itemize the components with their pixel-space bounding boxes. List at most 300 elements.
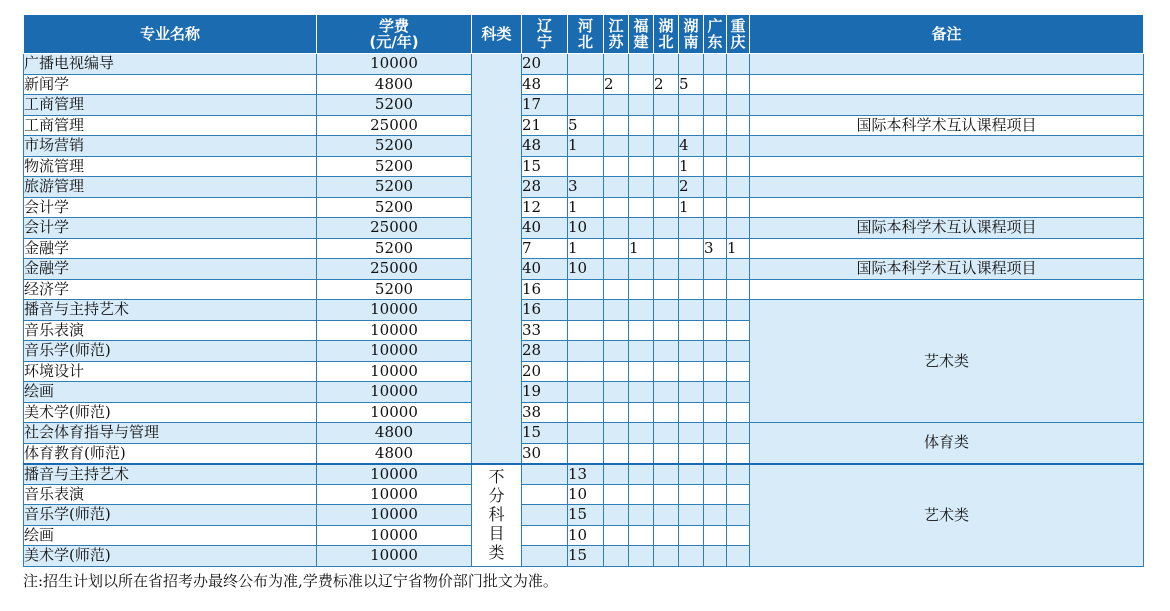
quota-cell — [727, 320, 750, 341]
quota-cell — [679, 259, 704, 280]
quota-cell — [727, 197, 750, 218]
table-row — [24, 156, 1144, 177]
table-row — [24, 259, 1144, 280]
quota-cell — [704, 525, 727, 546]
quota-cell — [654, 54, 679, 75]
quota-cell: 5 — [679, 74, 704, 95]
quota-cell — [679, 238, 704, 259]
quota-cell — [629, 74, 654, 95]
quota-cell — [654, 484, 679, 505]
quota-cell — [727, 279, 750, 300]
header-province: 湖 南 — [679, 15, 704, 54]
quota-cell: 1 — [727, 238, 750, 259]
quota-cell — [727, 136, 750, 157]
quota-cell: 16 — [522, 279, 568, 300]
quota-cell — [604, 259, 629, 280]
quota-cell: 17 — [522, 95, 568, 116]
quota-cell — [604, 300, 629, 321]
quota-cell — [604, 54, 629, 75]
quota-cell — [629, 197, 654, 218]
quota-cell — [704, 423, 727, 444]
tuition-cell: 10000 — [317, 54, 472, 75]
header-category: 科类 — [472, 15, 522, 54]
quota-cell — [568, 279, 604, 300]
table-row — [24, 197, 1144, 218]
quota-cell — [604, 218, 629, 239]
quota-cell — [629, 136, 654, 157]
quota-cell — [727, 546, 750, 567]
quota-cell: 2 — [679, 177, 704, 198]
quota-cell — [679, 464, 704, 485]
quota-cell — [568, 341, 604, 362]
quota-cell: 2 — [604, 74, 629, 95]
tuition-cell: 5200 — [317, 238, 472, 259]
quota-cell — [679, 115, 704, 136]
major-name-cell: 音乐学(师范) — [24, 341, 317, 362]
note-cell — [750, 136, 1144, 157]
quota-cell: 48 — [522, 136, 568, 157]
quota-cell — [522, 525, 568, 546]
quota-cell — [679, 402, 704, 423]
quota-cell — [604, 484, 629, 505]
quota-cell — [604, 464, 629, 485]
quota-cell — [604, 443, 629, 464]
table-row — [24, 279, 1144, 300]
enrollment-plan-sheet — [23, 14, 1143, 567]
note-cell — [750, 177, 1144, 198]
major-name-cell: 金融学 — [24, 259, 317, 280]
major-name-cell: 经济学 — [24, 279, 317, 300]
tuition-cell: 10000 — [317, 341, 472, 362]
quota-cell — [704, 361, 727, 382]
quota-cell — [654, 341, 679, 362]
header-province: 湖 北 — [654, 15, 679, 54]
quota-cell — [604, 177, 629, 198]
quota-cell — [604, 361, 629, 382]
header-province: 江 苏 — [604, 15, 629, 54]
table-row — [24, 300, 1144, 321]
tuition-cell: 10000 — [317, 525, 472, 546]
header-note: 备注 — [750, 15, 1144, 54]
quota-cell — [604, 402, 629, 423]
quota-cell — [654, 505, 679, 526]
quota-cell — [679, 320, 704, 341]
quota-cell — [727, 484, 750, 505]
quota-cell — [604, 546, 629, 567]
category-vertical-text: 不分科目类 — [488, 467, 505, 562]
quota-cell — [654, 402, 679, 423]
note-cell — [750, 238, 1144, 259]
major-name-cell: 市场营销 — [24, 136, 317, 157]
quota-cell — [629, 484, 654, 505]
quota-cell — [604, 95, 629, 116]
major-name-cell: 广播电视编导 — [24, 54, 317, 75]
major-name-cell: 绘画 — [24, 525, 317, 546]
quota-cell — [727, 505, 750, 526]
quota-cell — [727, 259, 750, 280]
quota-cell — [727, 361, 750, 382]
table-body — [24, 54, 1144, 567]
table-header — [24, 15, 1144, 54]
major-name-cell: 音乐表演 — [24, 484, 317, 505]
header-province: 广 东 — [704, 15, 727, 54]
quota-cell — [654, 95, 679, 116]
quota-cell — [704, 259, 727, 280]
quota-cell: 20 — [522, 361, 568, 382]
quota-cell: 3 — [704, 238, 727, 259]
quota-cell: 19 — [522, 382, 568, 403]
quota-cell — [654, 197, 679, 218]
header-province: 福 建 — [629, 15, 654, 54]
quota-cell — [679, 279, 704, 300]
major-name-cell: 音乐学(师范) — [24, 505, 317, 526]
quota-cell: 38 — [522, 402, 568, 423]
quota-cell — [704, 279, 727, 300]
quota-cell — [629, 402, 654, 423]
note-cell: 国际本科学术互认课程项目 — [750, 218, 1144, 239]
quota-cell: 4 — [679, 136, 704, 157]
quota-cell — [727, 54, 750, 75]
quota-cell: 1 — [568, 136, 604, 157]
quota-cell — [727, 443, 750, 464]
quota-cell — [704, 320, 727, 341]
quota-cell — [704, 177, 727, 198]
major-name-cell: 工商管理 — [24, 115, 317, 136]
quota-cell — [704, 115, 727, 136]
quota-cell — [629, 423, 654, 444]
major-name-cell: 金融学 — [24, 238, 317, 259]
quota-cell — [568, 54, 604, 75]
tuition-cell: 5200 — [317, 177, 472, 198]
quota-cell — [568, 300, 604, 321]
quota-cell — [629, 115, 654, 136]
quota-cell — [654, 546, 679, 567]
quota-cell — [704, 484, 727, 505]
quota-cell — [727, 177, 750, 198]
tuition-cell: 4800 — [317, 423, 472, 444]
quota-cell: 30 — [522, 443, 568, 464]
quota-cell — [654, 361, 679, 382]
quota-cell — [604, 197, 629, 218]
major-name-cell: 绘画 — [24, 382, 317, 403]
quota-cell: 21 — [522, 115, 568, 136]
quota-cell — [604, 136, 629, 157]
quota-cell: 10 — [568, 484, 604, 505]
quota-cell — [654, 423, 679, 444]
major-name-cell: 美术学(师范) — [24, 402, 317, 423]
quota-cell — [629, 279, 654, 300]
quota-cell — [679, 443, 704, 464]
quota-cell — [568, 402, 604, 423]
quota-cell — [654, 300, 679, 321]
quota-cell: 1 — [568, 197, 604, 218]
quota-cell — [604, 115, 629, 136]
table-row — [24, 95, 1144, 116]
major-name-cell: 会计学 — [24, 197, 317, 218]
quota-cell — [727, 464, 750, 485]
tuition-cell: 5200 — [317, 95, 472, 116]
quota-cell — [704, 54, 727, 75]
quota-cell: 10 — [568, 525, 604, 546]
major-name-cell: 物流管理 — [24, 156, 317, 177]
quota-cell — [679, 382, 704, 403]
tuition-cell: 10000 — [317, 484, 472, 505]
quota-cell: 16 — [522, 300, 568, 321]
quota-cell: 10 — [568, 259, 604, 280]
quota-cell: 1 — [629, 238, 654, 259]
quota-cell — [604, 279, 629, 300]
quota-cell — [704, 402, 727, 423]
quota-cell — [568, 423, 604, 444]
quota-cell — [704, 341, 727, 362]
major-name-cell: 新闻学 — [24, 74, 317, 95]
quota-cell — [679, 505, 704, 526]
quota-cell — [727, 402, 750, 423]
quota-cell: 2 — [654, 74, 679, 95]
tuition-cell: 10000 — [317, 402, 472, 423]
quota-cell — [679, 218, 704, 239]
quota-cell — [679, 484, 704, 505]
major-name-cell: 环境设计 — [24, 361, 317, 382]
quota-cell — [604, 341, 629, 362]
quota-cell — [568, 382, 604, 403]
quota-cell — [604, 320, 629, 341]
quota-cell — [604, 525, 629, 546]
category-cell — [472, 464, 522, 567]
quota-cell: 1 — [568, 238, 604, 259]
quota-cell — [604, 505, 629, 526]
quota-cell — [704, 443, 727, 464]
note-cell-art: 艺术类 — [750, 300, 1144, 423]
header-province: 河 北 — [568, 15, 604, 54]
note-cell — [750, 197, 1144, 218]
quota-cell — [629, 156, 654, 177]
quota-cell — [654, 464, 679, 485]
major-name-cell: 社会体育指导与管理 — [24, 423, 317, 444]
quota-cell — [704, 382, 727, 403]
quota-cell — [629, 443, 654, 464]
quota-cell — [568, 95, 604, 116]
major-name-cell: 播音与主持艺术 — [24, 464, 317, 485]
major-name-cell: 体育教育(师范) — [24, 443, 317, 464]
quota-cell — [629, 95, 654, 116]
quota-cell — [727, 341, 750, 362]
quota-cell — [654, 218, 679, 239]
quota-cell: 12 — [522, 197, 568, 218]
quota-cell — [704, 197, 727, 218]
tuition-cell: 5200 — [317, 197, 472, 218]
quota-cell: 15 — [522, 156, 568, 177]
quota-cell — [654, 115, 679, 136]
note-cell — [750, 54, 1144, 75]
quota-cell — [654, 238, 679, 259]
quota-cell — [629, 382, 654, 403]
quota-cell — [679, 95, 704, 116]
quota-cell: 1 — [679, 156, 704, 177]
quota-cell — [679, 525, 704, 546]
major-name-cell: 旅游管理 — [24, 177, 317, 198]
quota-cell — [629, 320, 654, 341]
quota-cell: 5 — [568, 115, 604, 136]
category-cell — [472, 54, 522, 464]
quota-cell: 7 — [522, 238, 568, 259]
tuition-cell: 5200 — [317, 136, 472, 157]
quota-cell — [629, 300, 654, 321]
quota-cell: 15 — [568, 546, 604, 567]
quota-cell: 40 — [522, 218, 568, 239]
note-cell: 国际本科学术互认课程项目 — [750, 259, 1144, 280]
quota-cell — [654, 279, 679, 300]
note-cell-sport: 体育类 — [750, 423, 1144, 464]
header-province: 重 庆 — [727, 15, 750, 54]
quota-cell — [654, 177, 679, 198]
header-province: 辽 宁 — [522, 15, 568, 54]
table-row — [24, 136, 1144, 157]
quota-cell — [629, 505, 654, 526]
quota-cell — [654, 156, 679, 177]
quota-cell — [704, 218, 727, 239]
major-name-cell: 工商管理 — [24, 95, 317, 116]
table-row — [24, 218, 1144, 239]
quota-cell — [679, 54, 704, 75]
quota-cell — [654, 443, 679, 464]
major-name-cell: 播音与主持艺术 — [24, 300, 317, 321]
quota-cell — [704, 74, 727, 95]
quota-cell: 28 — [522, 341, 568, 362]
quota-cell — [727, 218, 750, 239]
quota-cell: 15 — [522, 423, 568, 444]
note-cell — [750, 279, 1144, 300]
tuition-cell: 10000 — [317, 300, 472, 321]
table-row — [24, 423, 1144, 444]
quota-cell — [522, 484, 568, 505]
quota-cell — [629, 361, 654, 382]
major-name-cell: 美术学(师范) — [24, 546, 317, 567]
quota-cell: 13 — [568, 464, 604, 485]
quota-cell — [522, 546, 568, 567]
tuition-cell: 10000 — [317, 505, 472, 526]
tuition-cell: 4800 — [317, 443, 472, 464]
quota-cell — [654, 320, 679, 341]
quota-cell — [727, 156, 750, 177]
note-cell-art: 艺术类 — [750, 464, 1144, 567]
tuition-cell: 10000 — [317, 546, 472, 567]
quota-cell: 10 — [568, 218, 604, 239]
major-name-cell: 音乐表演 — [24, 320, 317, 341]
quota-cell: 20 — [522, 54, 568, 75]
quota-cell — [568, 443, 604, 464]
quota-cell — [629, 546, 654, 567]
tuition-cell: 5200 — [317, 279, 472, 300]
quota-cell — [604, 156, 629, 177]
quota-cell — [568, 74, 604, 95]
quota-cell — [629, 525, 654, 546]
quota-cell — [654, 382, 679, 403]
quota-cell — [522, 464, 568, 485]
quota-cell: 28 — [522, 177, 568, 198]
header-fee-line2: (元/年) — [369, 33, 419, 51]
quota-cell — [679, 341, 704, 362]
quota-cell — [727, 382, 750, 403]
quota-cell — [704, 300, 727, 321]
quota-cell — [522, 505, 568, 526]
quota-cell — [629, 54, 654, 75]
quota-cell: 48 — [522, 74, 568, 95]
tuition-cell: 4800 — [317, 74, 472, 95]
quota-cell — [679, 300, 704, 321]
quota-cell — [629, 218, 654, 239]
quota-cell — [568, 361, 604, 382]
quota-cell — [727, 300, 750, 321]
quota-cell — [629, 341, 654, 362]
quota-cell — [704, 546, 727, 567]
tuition-cell: 5200 — [317, 156, 472, 177]
quota-cell — [654, 136, 679, 157]
quota-cell — [679, 361, 704, 382]
quota-cell — [654, 525, 679, 546]
header-fee — [317, 15, 472, 54]
quota-cell — [629, 464, 654, 485]
note-cell: 国际本科学术互认课程项目 — [750, 115, 1144, 136]
quota-cell: 40 — [522, 259, 568, 280]
quota-cell — [679, 546, 704, 567]
quota-cell — [704, 464, 727, 485]
quota-cell — [604, 238, 629, 259]
quota-cell — [654, 259, 679, 280]
note-cell — [750, 74, 1144, 95]
footnote: 注:招生计划以所在省招考办最终公布为准,学费标准以辽宁省物价部门批文为准。 — [23, 572, 558, 590]
quota-cell — [727, 115, 750, 136]
table-row — [24, 238, 1144, 259]
quota-cell — [727, 74, 750, 95]
major-name-cell: 会计学 — [24, 218, 317, 239]
header-major: 专业名称 — [24, 15, 317, 54]
note-cell — [750, 95, 1144, 116]
quota-cell — [568, 156, 604, 177]
header-fee-line1: 学费 — [378, 17, 409, 35]
quota-cell — [727, 525, 750, 546]
quota-cell: 33 — [522, 320, 568, 341]
quota-cell: 15 — [568, 505, 604, 526]
quota-cell: 3 — [568, 177, 604, 198]
quota-cell — [604, 423, 629, 444]
quota-cell — [679, 423, 704, 444]
table-row — [24, 177, 1144, 198]
table-row — [24, 74, 1144, 95]
tuition-cell: 25000 — [317, 259, 472, 280]
quota-cell — [604, 382, 629, 403]
tuition-cell: 10000 — [317, 464, 472, 485]
quota-cell — [629, 177, 654, 198]
quota-cell — [568, 320, 604, 341]
table-row — [24, 54, 1144, 75]
tuition-cell: 10000 — [317, 361, 472, 382]
quota-cell — [704, 505, 727, 526]
note-cell — [750, 156, 1144, 177]
quota-cell — [727, 95, 750, 116]
quota-cell — [704, 136, 727, 157]
quota-cell — [727, 423, 750, 444]
tuition-cell: 25000 — [317, 218, 472, 239]
table-row — [24, 115, 1144, 136]
quota-cell — [704, 156, 727, 177]
quota-cell — [704, 95, 727, 116]
table-row — [24, 464, 1144, 485]
tuition-cell: 10000 — [317, 382, 472, 403]
quota-cell — [629, 259, 654, 280]
quota-cell: 1 — [679, 197, 704, 218]
tuition-cell: 25000 — [317, 115, 472, 136]
